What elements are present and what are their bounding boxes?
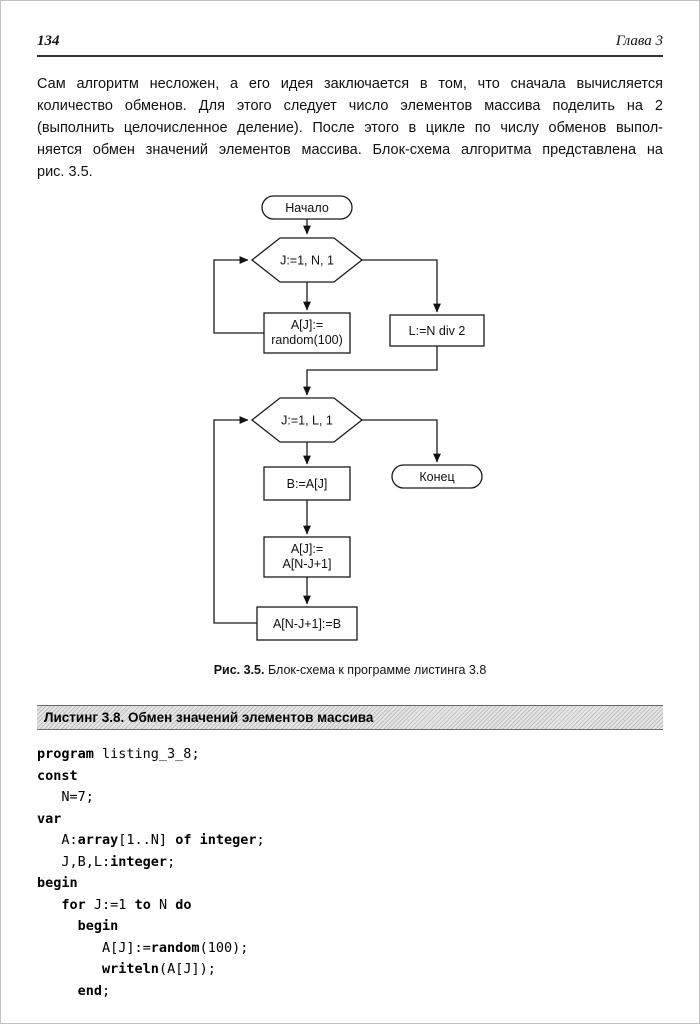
code-keyword: for xyxy=(61,896,86,913)
paragraph-line: Сам алгоритм несложен, а его идея заключается в том, что сначала вычисляется xyxy=(37,76,663,92)
figure-caption-text: Блок-схема к программе листинга 3.8 xyxy=(264,663,487,677)
code-line xyxy=(37,916,663,938)
code-text: [1..N] xyxy=(118,832,176,848)
body-paragraph xyxy=(37,73,663,183)
chapter-label: Глава 3 xyxy=(615,33,663,49)
code-keyword: of integer xyxy=(175,832,257,848)
code-keyword: program xyxy=(37,746,94,762)
paragraph-line: рис. 3.5. xyxy=(37,164,93,180)
running-head xyxy=(37,33,663,57)
loop2-node-label: J:=1, L, 1 xyxy=(281,413,333,428)
code-line xyxy=(37,981,663,1003)
connector-loopback1 xyxy=(214,260,264,333)
assignb-node-label: B:=A[J] xyxy=(286,477,328,491)
ldiv-node-label: L:=N div 2 xyxy=(408,324,466,338)
body1-node-label-line2: random(100) xyxy=(271,333,343,347)
flowchart-figure xyxy=(37,195,663,655)
code-text: J,B,L: xyxy=(37,853,111,870)
connector-loopback2 xyxy=(214,420,257,623)
code-line xyxy=(37,809,663,831)
code-text: N=7; xyxy=(37,789,94,805)
paragraph-line: количество обменов. Для этого следует число элементов массива поделить на 2 xyxy=(37,98,663,114)
code-line xyxy=(37,830,663,852)
paragraph-line: няется обмен значений элементов массива. Блок-схема алгоритма представлена на xyxy=(37,142,663,158)
loop1-node-label: J:=1, N, 1 xyxy=(280,253,334,268)
connector-loop1-ldiv xyxy=(362,260,437,312)
code-line xyxy=(37,852,663,874)
start-node-label: Начало xyxy=(285,201,329,215)
listing-title: Листинг 3.8. Обмен значений элементов массива xyxy=(44,710,374,725)
code-text: ; xyxy=(167,853,176,870)
code-text: ; xyxy=(102,982,111,999)
flowchart-svg xyxy=(37,195,665,655)
code-text: listing_3_8; xyxy=(93,746,200,762)
code-text xyxy=(37,918,78,934)
code-line xyxy=(37,938,663,960)
code-text: ; xyxy=(256,832,265,848)
code-keyword: writeln xyxy=(102,961,159,977)
connector-loop2-end xyxy=(362,420,437,462)
code-line xyxy=(37,895,663,917)
code-keyword: array xyxy=(77,832,119,848)
end-node-label: Конец xyxy=(419,470,455,484)
code-text xyxy=(37,897,61,913)
code-keyword: do xyxy=(175,896,192,913)
code-line xyxy=(37,744,663,766)
code-keyword: const xyxy=(37,767,78,784)
body1-node-label-line1: A[J]:= xyxy=(290,318,324,332)
code-text: (100); xyxy=(199,939,249,956)
code-keyword: begin xyxy=(77,918,119,934)
code-text xyxy=(37,961,102,977)
code-text: A: xyxy=(37,832,78,848)
code-keyword: var xyxy=(37,810,62,827)
code-keyword: integer xyxy=(110,853,168,870)
swap2-node-label: A[N-J+1]:=B xyxy=(272,617,342,631)
code-keyword: to xyxy=(134,896,151,913)
code-keyword: begin xyxy=(37,875,78,891)
code-text xyxy=(37,983,78,999)
figure-caption-number: Рис. 3.5. xyxy=(213,663,265,677)
code-keyword: end xyxy=(77,982,103,999)
swap1-node-label-line2: A[N-J+1] xyxy=(282,557,332,571)
code-line xyxy=(37,873,663,895)
code-keyword: random xyxy=(150,939,200,956)
figure-caption xyxy=(37,663,663,677)
code-text: J:=1 xyxy=(85,896,135,913)
paragraph-line: (выполнить целочисленное деление). После этого в цикле по числу обменов выпол- xyxy=(37,120,663,136)
swap1-node-label-line1: A[J]:= xyxy=(290,542,324,556)
code-text: A[J]:= xyxy=(37,939,151,956)
code-block xyxy=(37,744,663,1002)
code-line xyxy=(37,959,663,981)
code-line xyxy=(37,787,663,809)
page-number: 134 xyxy=(37,33,60,49)
code-text: (A[J]); xyxy=(158,961,216,977)
listing-header-bar xyxy=(37,705,663,730)
code-text: N xyxy=(150,896,176,913)
code-line xyxy=(37,766,663,788)
